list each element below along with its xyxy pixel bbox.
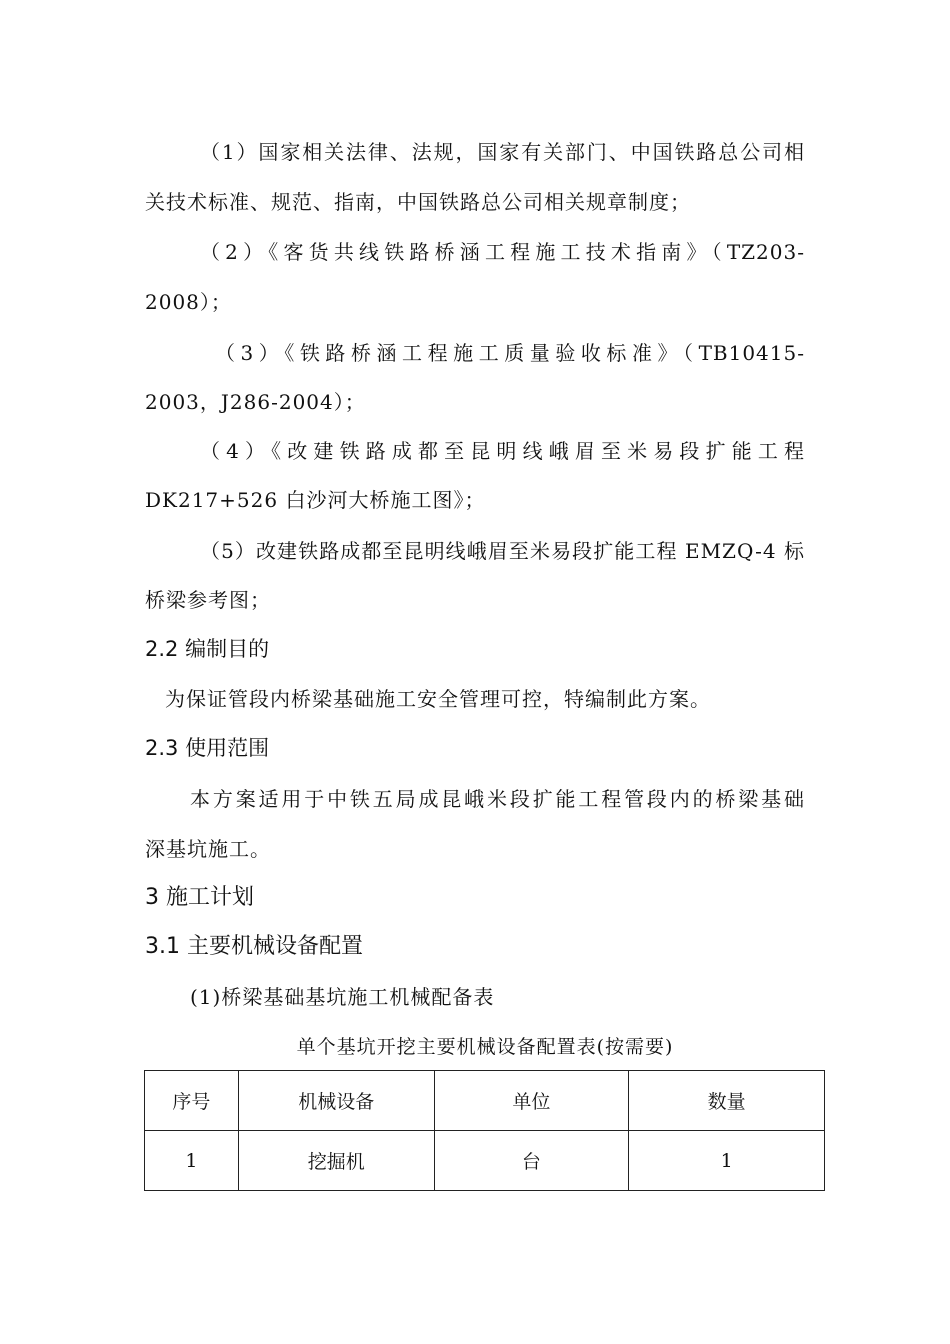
heading-2-2: 2.2 编制目的: [145, 637, 270, 661]
basis-item-2-line-2: 2008）；: [145, 290, 232, 314]
basis-item-3-line-2: 2003，J286-2004）；: [145, 390, 366, 414]
scope-line-2: 深基坑施工。: [145, 837, 271, 861]
cell-unit: 台: [434, 1131, 629, 1191]
basis-item-5-line-2: 桥梁参考图；: [145, 588, 271, 612]
header-equipment: 机械设备: [238, 1071, 434, 1131]
basis-item-3-line-1: （3）《铁路桥涵工程施工质量验收标准》（TB10415-: [215, 341, 805, 365]
cell-index: 1: [145, 1131, 239, 1191]
header-unit: 单位: [434, 1071, 629, 1131]
heading-2-3: 2.3 使用范围: [145, 736, 270, 760]
purpose-text: 为保证管段内桥梁基础施工安全管理可控，特编制此方案。: [165, 687, 711, 711]
header-quantity: 数量: [629, 1071, 825, 1131]
cell-equipment: 挖掘机: [238, 1131, 434, 1191]
basis-item-5-line-1: （5）改建铁路成都至昆明线峨眉至米易段扩能工程 EMZQ-4 标: [200, 539, 805, 563]
table-caption: 单个基坑开挖主要机械设备配置表(按需要): [296, 1036, 674, 1058]
basis-item-1-line-1: （1）国家相关法律、法规，国家有关部门、中国铁路总公司相: [200, 140, 805, 164]
table-header-row: [145, 1071, 825, 1131]
heading-3-1: 3.1 主要机械设备配置: [145, 934, 363, 959]
table-row: [145, 1131, 825, 1191]
basis-item-1-line-2: 关技术标准、规范、指南，中国铁路总公司相关规章制度；: [145, 190, 691, 214]
equipment-table: [144, 1070, 825, 1191]
heading-3: 3 施工计划: [145, 885, 254, 910]
basis-item-4-line-2: DK217+526 白沙河大桥施工图》；: [145, 488, 486, 512]
cell-quantity: 1: [629, 1131, 825, 1191]
basis-item-2-line-1: （2）《客货共线铁路桥涵工程施工技术指南》（TZ203-: [200, 240, 805, 264]
basis-item-4-line-1: （4）《改建铁路成都至昆明线峨眉至米易段扩能工程: [200, 439, 805, 463]
scope-line-1: 本方案适用于中铁五局成昆峨米段扩能工程管段内的桥梁基础: [190, 787, 805, 811]
header-index: 序号: [145, 1071, 239, 1131]
equipment-item-1: (1)桥梁基础基坑施工机械配备表: [190, 985, 495, 1009]
